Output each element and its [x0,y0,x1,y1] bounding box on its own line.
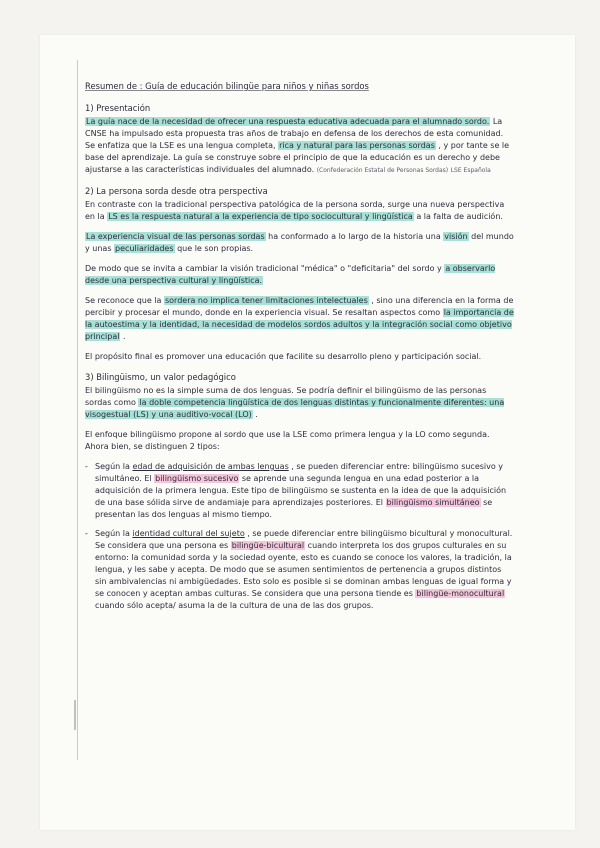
text: , sino una diferencia en la forma de percibir y procesar el mundo, donde en la experiencia visual. Se resaltan aspectos como [85,296,514,317]
highlight-teal: rica y natural para las personas sordas [279,141,435,150]
highlight-teal: a observarlo desde una perspectiva cultural y lingüística. [85,264,496,285]
section-persona-sorda [85,185,515,363]
text: Se reconoce que la [85,296,162,305]
margin-marker [74,700,82,730]
text: que le son propias. [177,244,254,253]
text: . [255,410,258,419]
highlight-teal: La experiencia visual de las personas sordas [86,232,265,241]
bullet-item [85,461,515,521]
section-paragraph: El propósito final es promover una educación que facilite su desarrollo pleno y participación social. [85,352,482,361]
section-paragraph [85,295,515,343]
text: ha conformado a lo largo de la historia una [268,232,441,241]
text: El bilingüismo no es la simple suma de dos lenguas. Se podría definir el bilingüismo de las personas sordas como [85,386,487,407]
section-bilinguismo [85,371,515,612]
section-heading: 3) Bilingüismo, un valor pedagógico [85,372,236,382]
page-margin-line [77,60,78,760]
highlight-teal: sordera no implica tener limitaciones intelectuales [164,296,368,305]
highlight-pink: bilingüismo simultáneo [386,498,480,507]
section-paragraph [85,231,515,255]
section-heading: 2) La persona sorda desde otra perspectiva [85,186,268,196]
text: , y por tante se le base del aprendizaje. La guía se construye sobre el principio de que la educación es un derecho y debe ajustarse a las características individuales del alumnado. [85,141,510,174]
text: En contraste con la tradicional perspectiva patológica de la persona sorda, surge una nueva perspectiva en la [85,200,505,221]
highlight-pink: bilingüismo sucesivo [155,474,239,483]
text: se presentan las dos lenguas al mismo tiempo. [95,498,493,519]
section-paragraph [85,385,515,421]
highlight-teal: visión [444,232,468,241]
highlight-teal: la doble competencia lingüística de dos lenguas distintas y funcionalmente diferentes: una visogestual (LS) y una auditivo-vocal (LO) [85,398,505,419]
text: De modo que se invita a cambiar la visión tradicional "médica" o "deficitaria" del sordo y [85,264,442,273]
highlight-teal: La guía nace de la necesidad de ofrecer una respuesta educativa adecuada para el alumnado sordo. [86,117,490,126]
section-presentation [85,102,515,177]
highlight-pink: bilingüe-bicultural [231,541,305,550]
text: se aprende una segunda lengua en una edad posterior a la adquisición de la primera lengua. Este tipo de bilingüismo se sustenta en la idea de que la adquisición de una base sólida sirve de andamiaje para aprendizajes posteriores. El [95,474,507,507]
highlight-teal: LS es la respuesta natural a la experiencia de tipo sociocultural y lingüística [108,212,413,221]
document-title: Resumen de : Guía de educación bilingüe para niños y niñas sordos [85,81,369,91]
section-paragraph [85,199,515,223]
text: a la falta de audición. [416,212,503,221]
annotation-small: (Confederación Estatal de Personas Sordas) [316,167,449,174]
text: cuando sólo acepta/ asuma la de la cultura de una de las dos grupos. [95,601,374,610]
underlined-text: identidad cultural del sujeto [132,529,245,538]
section-heading: 1) Presentación [85,103,151,113]
section-paragraph [85,116,515,177]
bullet-item [85,528,515,612]
text: La CNSE ha impulsado esta propuesta tras años de trabajo en defensa de los derechos de esta comunidad. Se enfatiza que la LSE es una lengua completa, [85,117,504,150]
handwritten-notes [85,80,515,619]
annotation-small: LSE Española [450,167,491,174]
text: Según la [95,462,130,471]
section-paragraph: El enfoque bilingüismo propone al sordo que use la LSE como primera lengua y la LO como segunda. Ahora bien, se distinguen 2 tipos: [85,430,490,451]
section-paragraph [85,263,515,287]
text: del mundo y unas [85,232,514,253]
highlight-teal: la importancia de la autoestima y la identidad, la necesidad de modelos sordos adultos y la integración social como objetivo principal [85,308,514,341]
underlined-text: edad de adquisición de ambas lenguas [132,462,289,471]
highlight-teal: peculiaridades [115,244,174,253]
text: . [123,332,126,341]
text: cuando interpreta los dos grupos culturales en su entorno: la comunidad sorda y la sociedad oyente, esto es cuando se conoce los valores, la tradición, la lengua, y les sabe y acepta. De modo que se asumen sentimientos de pertenencia a grupos distintos sin ambivalencias ni ambigüedades. Esto solo es posible si se dominan ambas lenguas de igual forma y se conocen y aceptan ambas culturas. Se considera que una persona tiende es [95,541,512,598]
text: , se pueden diferenciar entre: bilingüismo sucesivo y simultáneo. El [95,462,504,483]
highlight-pink: bilingüe-monocultural [416,589,505,598]
text: Según la [95,529,130,538]
text: , se puede diferenciar entre bilingüismo bicultural y monocultural. Se considera que una persona es [95,529,513,550]
